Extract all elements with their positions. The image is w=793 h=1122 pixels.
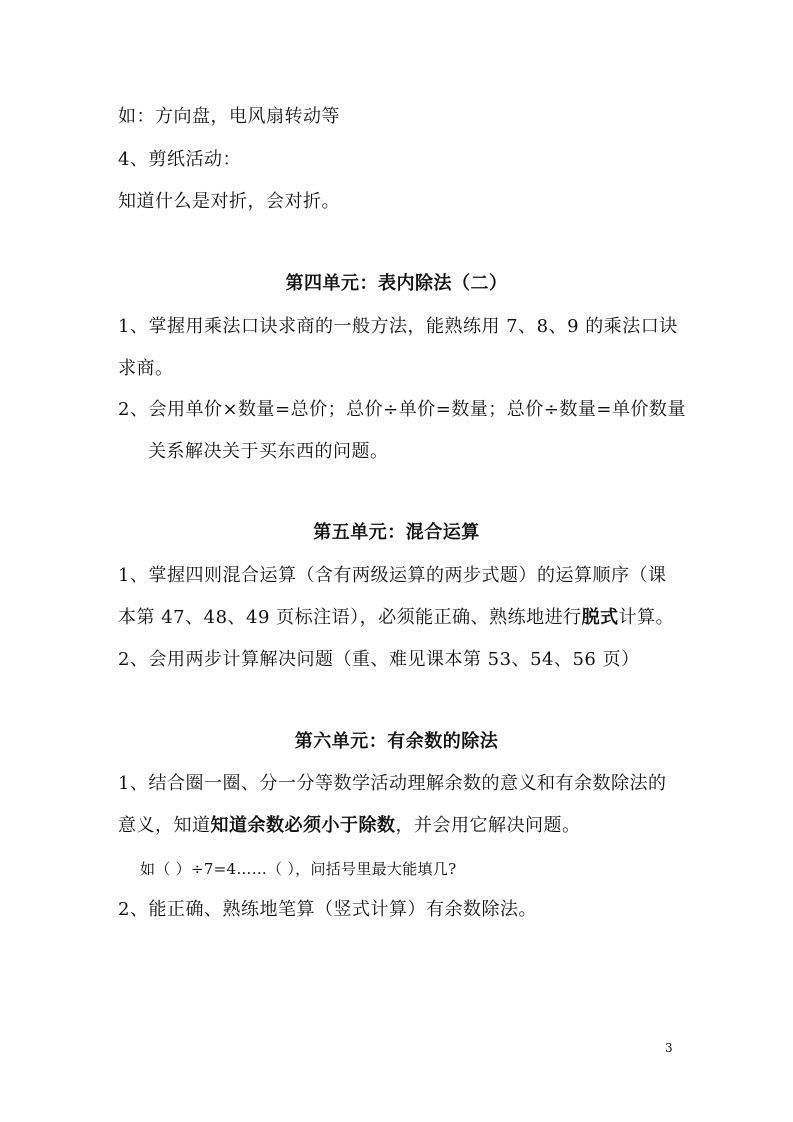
unit6-item1-line2-post: ，并会用它解决问题。 — [395, 815, 581, 836]
unit6-example: 如（ ）÷7=4……（ ），问括号里最大能填几? — [140, 860, 457, 878]
item4-text: 知道什么是对折，会对折。 — [118, 191, 340, 212]
unit4-item1-line1: 1、掌握用乘法口诀求商的一般方法，能熟练用 7、8、9 的乘法口诀 — [118, 316, 678, 337]
unit6-item1-line2-pre: 意义，知道 — [118, 815, 211, 836]
unit5-bold-term: 脱式 — [581, 607, 619, 628]
unit5-heading: 第五单元：混合运算 — [313, 522, 480, 543]
unit4-item2-line1: 2、会用单价×数量=总价；总价÷单价=数量；总价÷数量=单价数量 — [118, 399, 686, 420]
unit6-bold-term: 知道余数必须小于除数 — [210, 815, 396, 836]
page-number: 3 — [665, 1041, 673, 1055]
unit4-item1-line2: 求商。 — [118, 358, 174, 379]
unit6-item1-line1: 1、结合圈一圈、分一分等数学活动理解余数的意义和有余数除法的 — [118, 773, 667, 794]
unit5-item1-line1: 1、掌握四则混合运算（含有两级运算的两步式题）的运算顺序（课 — [118, 565, 667, 586]
example-line: 如：方向盘，电风扇转动等 — [118, 106, 340, 127]
unit4-heading: 第四单元：表内除法（二） — [285, 273, 508, 294]
item4-title: 4、剪纸活动： — [118, 149, 241, 170]
unit5-item1-line2 — [118, 606, 674, 630]
unit6-heading: 第六单元：有余数的除法 — [294, 731, 499, 752]
unit5-item1-line2-post: 计算。 — [618, 607, 675, 628]
unit5-item1-line2-pre: 本第 47、48、49 页标注语），必须能正确、熟练地进行 — [118, 607, 582, 628]
unit6-item1-line2 — [118, 814, 581, 838]
unit6-item2-line1: 2、能正确、熟练地笔算（竖式计算）有余数除法。 — [118, 899, 537, 920]
unit5-item2-line1: 2、会用两步计算解决问题（重、难见课本第 53、54、56 页） — [118, 649, 640, 670]
unit4-item2-line2: 关系解决关于买东西的问题。 — [148, 441, 389, 462]
